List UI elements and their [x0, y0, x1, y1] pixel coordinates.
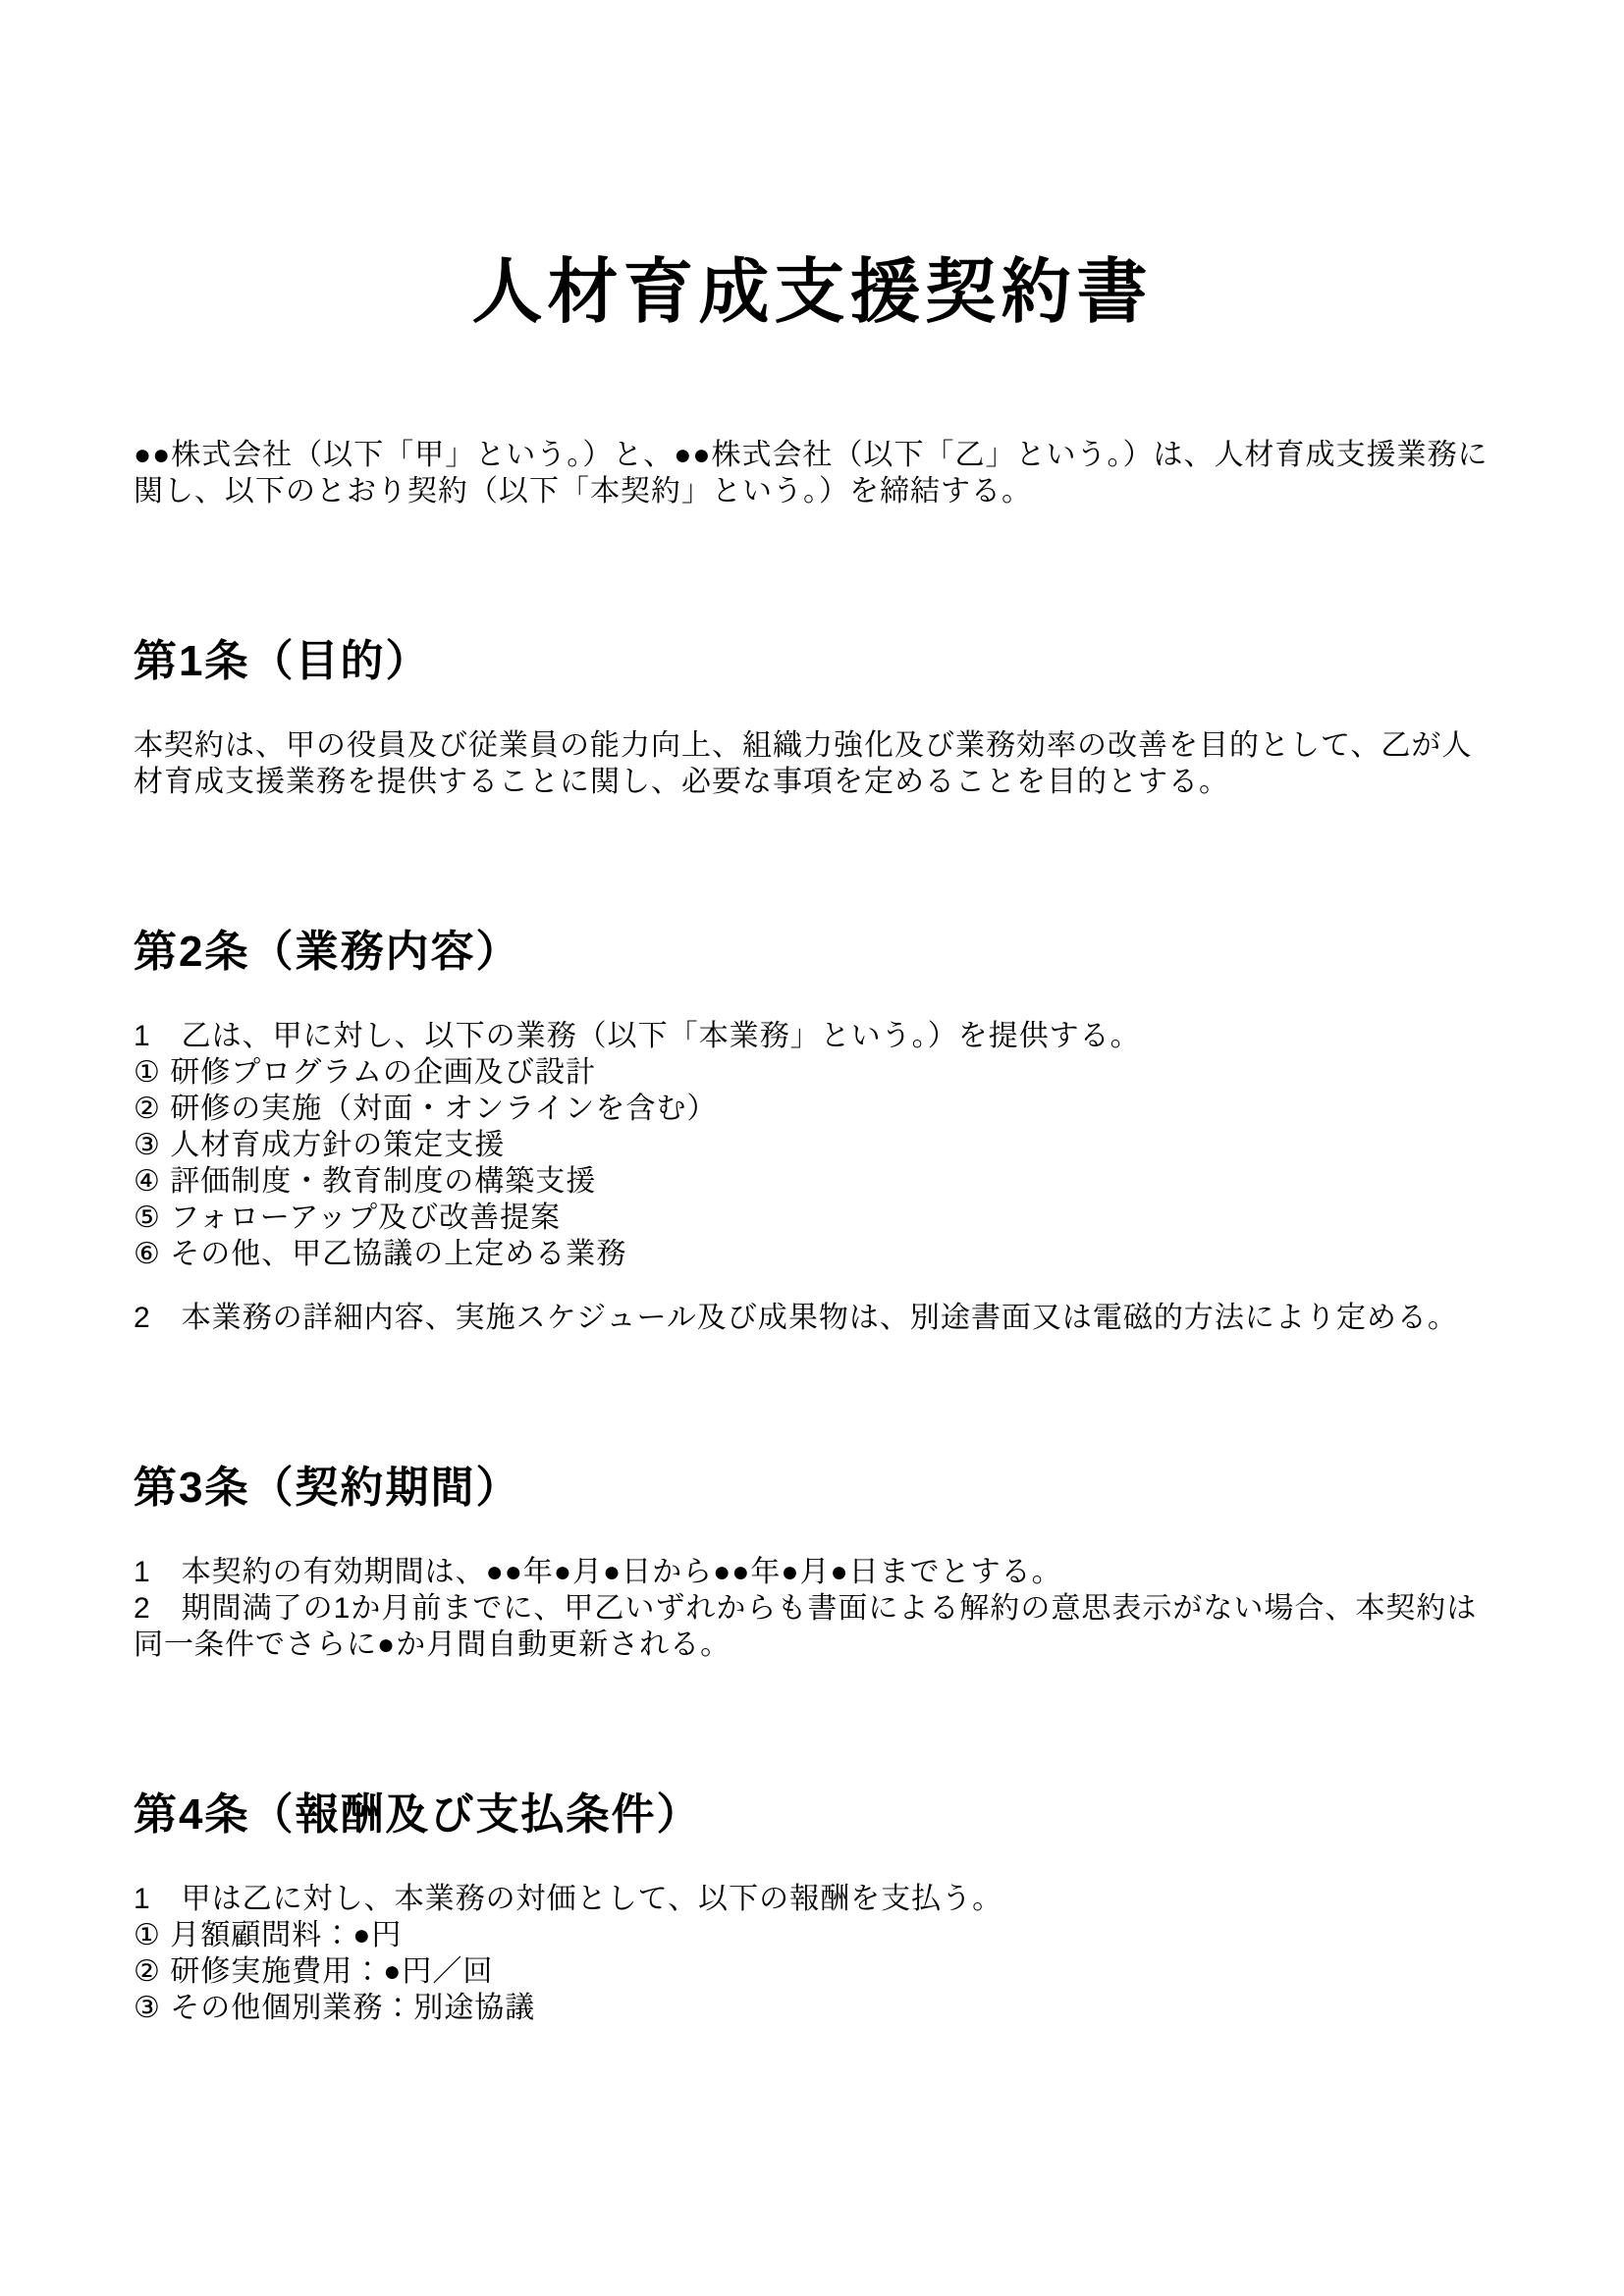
article-3-clause-2: 2 期間満了の1か月前までに、甲乙いずれからも書面による解約の意思表示がない場合、本契約は同一条件でさらに●か月間自動更新される。 — [134, 1592, 1478, 1661]
section-article-2 — [134, 928, 1490, 1336]
document-title: 人材育成支援契約書 — [471, 253, 1153, 332]
article-2-item-2: ② 研修の実施（対面・オンラインを含む） — [134, 1093, 718, 1125]
article-2-item-1: ① 研修プログラムの企画及び設計 — [134, 1056, 596, 1089]
article-4-clause-1: 1 甲は乙に対し、本業務の対価として、以下の報酬を支払う。 — [134, 1883, 1003, 1915]
article-2-item-3: ③ 人材育成方針の策定支援 — [134, 1129, 506, 1161]
section-article-3 — [134, 1464, 1490, 1663]
article-3-clause-1: 1 本契約の有効期間は、●●年●月●日から●●年●月●日までとする。 — [134, 1556, 1062, 1588]
section-article-1 — [134, 637, 1490, 800]
article-2-clause-2: 2 本業務の詳細内容、実施スケジュール及び成果物は、別途書面又は電磁的方法により定める。 — [134, 1302, 1458, 1334]
section-article-4 — [134, 1790, 1490, 2026]
article-2-clause-1: 1 乙は、甲に対し、以下の業務（以下「本業務」という。）を提供する。 — [134, 1020, 1141, 1052]
article-4-item-3: ③ その他個別業務：別途協議 — [134, 1992, 536, 2024]
article-2-item-6: ⑥ その他、甲乙協議の上定める業務 — [134, 1238, 627, 1270]
preamble-paragraph: ●●株式会社（以下「甲」という。）と、●●株式会社（以下「乙」という。）は、人材育成支援業務に関し、以下のとおり契約（以下「本契約」という。）を締結する。 — [134, 439, 1489, 507]
article-2-item-4: ④ 評価制度・教育制度の構築支援 — [134, 1165, 597, 1198]
article-2-item-5: ⑤ フォローアップ及び改善提案 — [134, 1201, 562, 1234]
article-4-item-1: ① 月額顧問料：●円 — [134, 1919, 403, 1951]
article-4-heading: 第4条（報酬及び支払条件） — [134, 1790, 702, 1839]
article-2-heading: 第2条（業務内容） — [134, 928, 521, 976]
article-3-heading: 第3条（契約期間） — [134, 1464, 521, 1512]
article-4-item-2: ② 研修実施費用：●円／回 — [134, 1955, 494, 1988]
article-1-clause-1: 本契約は、甲の役員及び従業員の能力向上、組織力強化及び業務効率の改善を目的として、乙が人材育成支援業務を提供することに関し、必要な事項を定めることを目的とする。 — [134, 729, 1473, 798]
article-1-heading: 第1条（目的） — [134, 637, 431, 685]
